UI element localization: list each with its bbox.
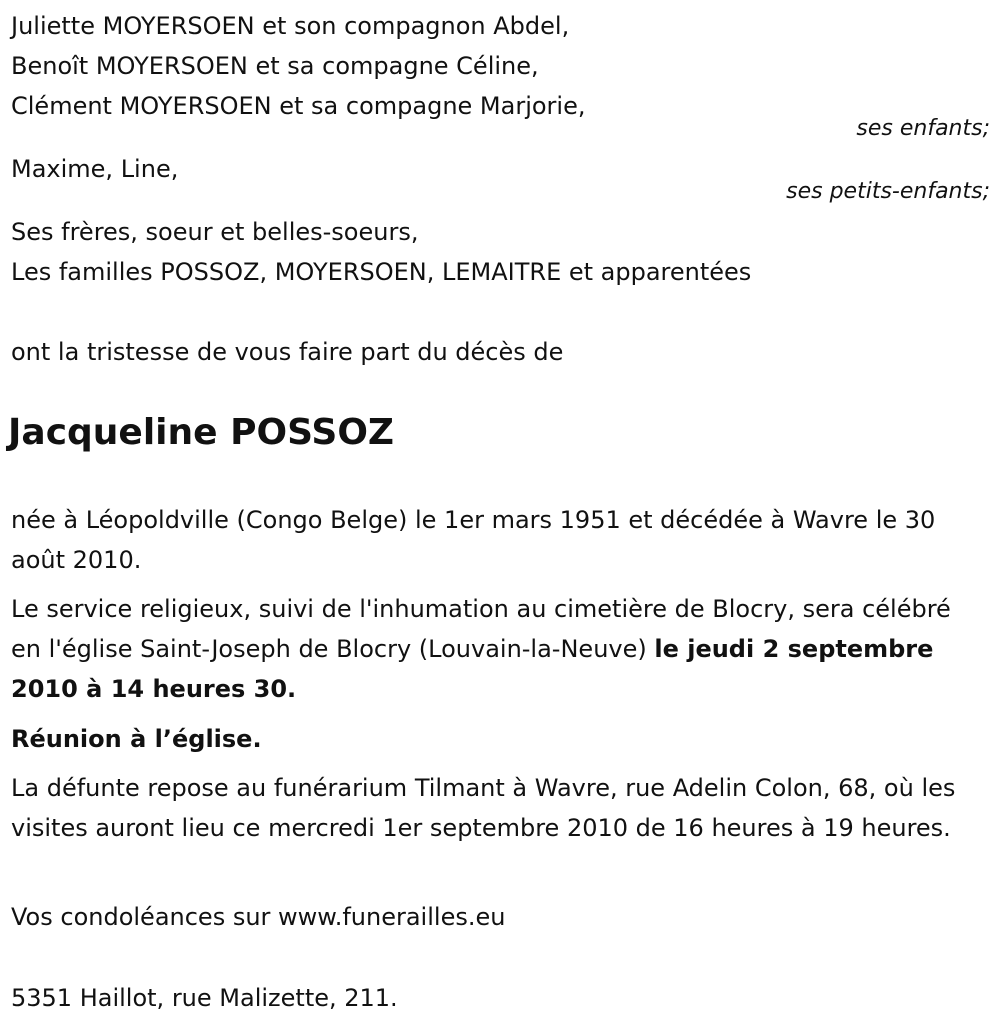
condolences-line: Vos condoléances sur www.funerailles.eu (11, 903, 506, 931)
family-line-2: Benoît MOYERSOEN et sa compagne Céline, (11, 52, 539, 80)
meeting-line: Réunion à l’église. (11, 725, 262, 753)
family-line-3: Clément MOYERSOEN et sa compagne Marjorie, (11, 92, 586, 120)
service-text: Le service religieux, suivi de l'inhumation au cimetière de Blocry, sera célébré en l'église Saint-Joseph de Blocry (Louvain-la-Neuve) (11, 595, 951, 663)
deceased-name: Jacqueline POSSOZ (8, 412, 395, 453)
grandchildren-line: Maxime, Line, (11, 155, 179, 183)
service-datetime: le jeudi 2 septembre 2010 à 14 heures 30. (11, 635, 934, 703)
families-line: Les familles POSSOZ, MOYERSOEN, LEMAITRE et apparentées (11, 258, 752, 286)
service-paragraph (11, 589, 986, 709)
family-line-1: Juliette MOYERSOEN et son compagnon Abdel, (11, 12, 570, 40)
children-label: ses enfants; (856, 116, 990, 141)
siblings-line: Ses frères, soeur et belles-soeurs, (11, 218, 419, 246)
birth-death-paragraph: née à Léopoldville (Congo Belge) le 1er mars 1951 et décédée à Wavre le 30 août 2010. (11, 506, 936, 574)
grandchildren-label: ses petits-enfants; (786, 179, 990, 204)
address-line: 5351 Haillot, rue Malizette, 211. (11, 984, 398, 1012)
announcement-line: ont la tristesse de vous faire part du décès de (11, 338, 564, 366)
visitation-paragraph: La défunte repose au funérarium Tilmant à Wavre, rue Adelin Colon, 68, où les visites auront lieu ce mercredi 1er septembre 2010 de 16 heures à 19 heures. (11, 774, 956, 842)
